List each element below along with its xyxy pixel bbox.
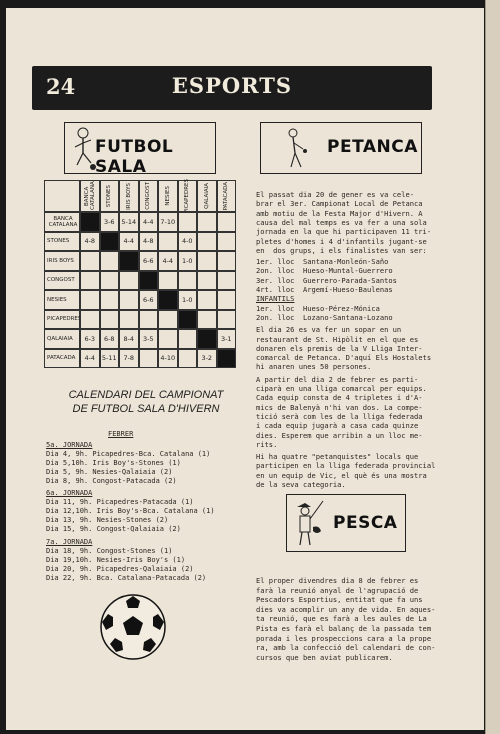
grid-column-header [139,180,159,212]
petanca-title: PETANCA [327,137,418,157]
grid-result-cell: 4-4 [119,232,139,252]
grid-result-cell: 1-0 [178,251,198,271]
grid-result-cell [197,232,217,252]
grid-result-cell: 6-3 [80,329,100,349]
grid-result-cell: 8-4 [119,329,139,349]
grid-result-cell: 4-10 [158,349,178,369]
grid-result-cell [80,310,100,330]
grid-result-cell: 4-4 [158,251,178,271]
futbol-sala-box [64,122,216,177]
grid-diagonal-cell [178,310,198,330]
petanca-paragraph-line: tició serà com les de la lliga federada [256,411,423,421]
calendar-month: FEBRER [108,430,134,438]
petanca-paragraph-line: rits. [256,439,278,449]
grid-result-cell [80,271,100,291]
grid-result-cell [139,349,159,369]
grid-result-cell [217,212,237,232]
grid-result-cell: 5-14 [119,212,139,232]
page-edge [485,0,500,734]
column-header-label: CONGOST [145,182,152,210]
petanca-box [260,122,422,174]
grid-column-header [100,180,120,212]
grid-result-cell [119,271,139,291]
grid-result-cell [100,271,120,291]
grid-result-cell [197,212,217,232]
grid-row-header: NESIES [44,290,80,310]
grid-result-cell [139,310,159,330]
grid-result-cell: 4-4 [139,212,159,232]
grid-result-cell: 4-4 [80,349,100,369]
pesca-title: PESCA [333,513,398,533]
grid-result-cell: 3-5 [139,329,159,349]
grid-result-cell [217,271,237,291]
pesca-paragraph-line: porada i les prospeccions cara a la prope [256,633,432,643]
grid-result-cell [100,251,120,271]
petanca-paragraph-line: donaren els premis de la V Lliga Inter- [256,343,423,353]
grid-result-cell [119,310,139,330]
fisherman-illustration [291,497,325,549]
grid-result-cell [100,290,120,310]
grid-diagonal-cell [119,251,139,271]
grid-result-cell [80,290,100,310]
petanca-paragraph-line: ciparà en una lliga comarcal per equips. [256,384,427,393]
grid-column-header [158,180,178,212]
jornada-5-match: Dia 5, 9h. Nesies-Qalaiaia (2) [46,468,173,476]
grid-column-header [80,180,100,212]
petanca-paragraph-line: participen en la lliga federada provincial [256,461,436,471]
grid-result-cell [178,329,198,349]
petanca-paragraph-line: brar el 3er. Campionat Local de Petanca [256,199,423,209]
petanca-paragraph-line: restaurant de St. Hipòlit en el que es [256,334,419,344]
grid-result-cell [178,271,198,291]
column-header-label: STONES [106,184,113,208]
grid-result-cell [178,349,198,369]
page-number: 24 [46,74,76,99]
section-title: ESPORTS [171,73,293,98]
petanca-paragraph-line: A partir del dia 2 de febrer es parti- [256,374,419,384]
infantils-label: INFANTILS [256,294,295,304]
grid-result-cell [197,251,217,271]
petanca-paragraph-line: en dos grups, i els finalistes van ser: [256,245,427,255]
grid-diagonal-cell [100,232,120,252]
grid-column-header [178,180,198,212]
grid-result-cell: 3-6 [100,212,120,232]
grid-result-cell [119,290,139,310]
column-header-label: QALAIAIA [203,183,210,209]
grid-result-cell [217,232,237,252]
petanca-result-line: 2on. lloc Hueso-Muntal-Guerrero [256,266,393,276]
jornada-6-match: Dia 12,10h. Iris Boy's-Bca. Catalana (1) [46,507,215,515]
grid-result-cell [217,310,237,330]
grid-row-header: QALAIAIA [44,329,80,349]
column-header-label: BANCA CATALANA [83,181,96,211]
grid-result-cell: 3-2 [197,349,217,369]
pesca-paragraph-line: ta reunió, que es farà a les aules de La [256,614,427,624]
calendar-title-line1: CALENDARI DEL CAMPIONAT [68,389,224,401]
grid-row-header: BANCA CATALANA [44,212,80,232]
jornada-7-title: 7a. JORNADA [46,538,93,546]
petanca-result-line: 3er. lloc Guerrero-Parada-Santos [256,275,397,285]
soccer-ball-illustration [98,592,168,662]
grid-result-cell [100,310,120,330]
jornada-6-match: Dia 11, 9h. Picapedres-Patacada (1) [46,498,194,506]
grid-result-cell [158,329,178,349]
pesca-paragraph-line: Pista es farà el balanç de la passada tem [256,624,432,633]
grid-result-cell: 3-1 [217,329,237,349]
grid-row-header: PATACADA [44,349,80,369]
jornada-6-title: 6a. JORNADA [46,489,93,497]
column-header-label: IRIS BOYS [125,182,132,210]
grid-result-cell [197,310,217,330]
calendar-title-line2: DE FUTBOL SALA D'HIVERN [72,403,220,415]
jornada-7-match: Dia 20, 9h. Picapedres-Qalaiaia (2) [46,565,194,573]
petanca-paragraph-line: El passat dia 20 de gener es va cele- [256,190,415,199]
column-header-label: NESIES [164,186,171,206]
grid-column-header [197,180,217,212]
pesca-box [286,494,406,552]
grid-diagonal-cell [80,212,100,232]
grid-corner [44,180,80,212]
pesca-paragraph-line: El proper divendres dia 8 de febrer es [256,576,419,585]
petanca-paragraph-line: hi anaren unes 50 persones. [256,362,372,372]
petanca-paragraph-line: en un equip de Vic, el què és una mostra [256,470,427,480]
petanca-result-line: 4rt. lloc Argemí-Hueso-Baulenas [256,285,393,294]
grid-result-cell: 6-8 [100,329,120,349]
petanca-paragraph-line: jornada en la que hi participaven 11 tri- [256,227,432,237]
grid-diagonal-cell [158,290,178,310]
column-header-label: PATACADA [223,181,230,211]
petanca-player-illustration [281,125,311,171]
petanca-result-line: 1er. lloc Santana-Monleón-Saño [256,257,389,267]
grid-result-cell [197,271,217,291]
petanca-paragraph-line: El dia 26 es va fer un sopar en un [256,325,402,335]
grid-result-cell [217,251,237,271]
jornada-7-match: Dia 19,10h. Nesies-Iris Boy's (1) [46,556,186,564]
grid-result-cell: 4-8 [139,232,159,252]
grid-result-cell: 6-6 [139,251,159,271]
grid-result-cell [158,232,178,252]
petanca-paragraph-line: i cada equip jugarà a casa cada quinze [256,421,419,431]
grid-diagonal-cell [197,329,217,349]
grid-diagonal-cell [139,271,159,291]
grid-result-cell [178,212,198,232]
grid-result-cell: 1-0 [178,290,198,310]
pesca-paragraph-line: dies va acomplir un any de vida. En aques- [256,604,436,614]
grid-row-header: CONGOST [44,271,80,291]
jornada-5-match: Dia 4, 9h. Picapedres-Bca. Catalana (1) [46,450,211,458]
grid-result-cell [197,290,217,310]
grid-result-cell: 7-8 [119,349,139,369]
jornada-6-match: Dia 13, 9h. Nesies-Stones (2) [46,516,169,524]
grid-result-cell [158,271,178,291]
grid-result-cell [158,310,178,330]
petanca-paragraph-line: Hi ha quatre "petanquistes" locals que [256,452,419,462]
petanca-paragraph-line: causa del mal temps es va fer a una sola [256,217,427,227]
grid-result-cell: 7-10 [158,212,178,232]
petanca-paragraph-line: dies. Esperem que arribin a un lloc me- [256,430,423,440]
pesca-paragraph-line: farà la reunió anyal de l'agrupació de [256,585,419,595]
jornada-5-match: Dia 8, 9h. Congost-Patacada (2) [46,477,177,485]
infantils-result-line: 1er. lloc Hueso-Pérez-Mónica [256,303,380,313]
petanca-paragraph-line: de la seva categoria. [256,480,346,489]
jornada-5-match: Dia 5,10h. Iris Boy's-Stones (1) [46,459,181,467]
grid-column-header [119,180,139,212]
pesca-paragraph-line: Pescadors Esportius, entitat que fa uns [256,595,423,605]
grid-row-header: STONES [44,232,80,252]
futbol-sala-title: FUTBOL SALA [95,137,174,177]
grid-row-header: PICAPEDRES [44,310,80,330]
grid-result-cell: 6-6 [139,290,159,310]
petanca-paragraph-line: comarcal de Petanca. D'aquí Els Hostalets [256,353,432,363]
jornada-5-title: 5a. JORNADA [46,441,93,449]
pesca-paragraph-line: ra, amb la confecció del calendari de con- [256,643,436,653]
jornada-7-match: Dia 18, 9h. Congost-Stones (1) [46,547,173,555]
petanca-paragraph-line: pletes d'homes i 4 d'infantils jugant-se [256,236,427,246]
petanca-paragraph-line: amb motiu de la Festa Major d'Hivern. A [256,208,423,218]
grid-result-cell [80,251,100,271]
grid-row-header: IRIS BOYS [44,251,80,271]
grid-result-cell: 4-8 [80,232,100,252]
grid-result-cell: 4-0 [178,232,198,252]
column-header-label: PICAPEDRES [184,178,191,214]
petanca-paragraph-line: Cada equip consta de 4 tripletes i d'A- [256,393,423,403]
petanca-paragraph-line: mics de Balenyà n'hi van dos. La compe- [256,402,423,412]
section-header [32,66,432,110]
grid-diagonal-cell [217,349,237,369]
jornada-7-match: Dia 22, 9h. Bca. Catalana-Patacada (2) [46,574,207,582]
grid-result-cell: 5-11 [100,349,120,369]
results-grid [44,180,236,368]
infantils-result-line: 2on. lloc Lozano-Santana-Lozano [256,312,393,322]
grid-column-header [217,180,237,212]
calendar-title [46,388,246,416]
jornada-6-match: Dia 15, 9h. Congost-Qalaiaia (2) [46,525,181,533]
grid-result-cell [217,290,237,310]
pesca-paragraph-line: cursos que ben aviat publicarem. [256,652,393,662]
